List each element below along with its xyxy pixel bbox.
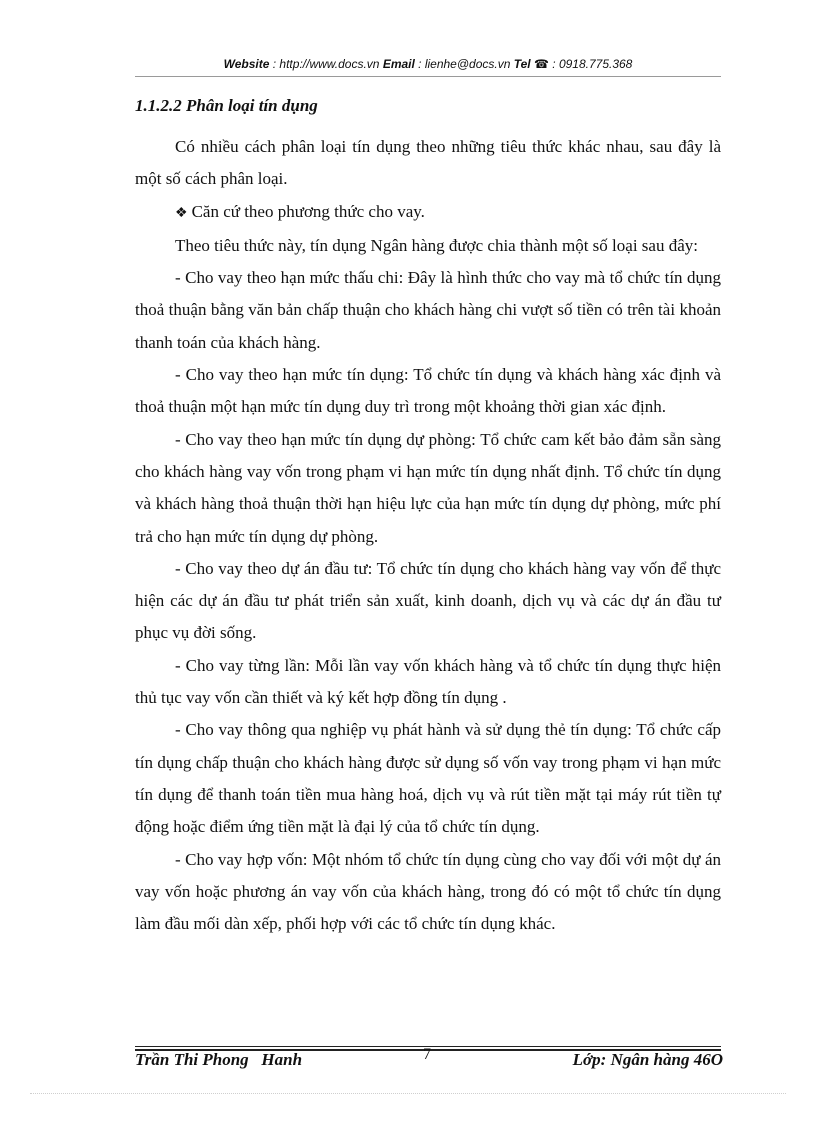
paragraph: - Cho vay theo hạn mức thấu chi: Đây là hình thức cho vay mà tổ chức tín dụng thoả thuận bằng văn bản chấp thuận cho khách hàng chi vượt số tiền có trên tài khoản thanh toán của khách hàng. xyxy=(135,268,721,352)
footer-class: Lớp: Ngân hàng 46O xyxy=(572,1050,723,1069)
section-title: 1.1.2.2 Phân loại tín dụng xyxy=(135,96,318,115)
footer-author: Trần Thi Phong Hanh xyxy=(135,1050,303,1069)
paragraph: - Cho vay theo hạn mức tín dụng dự phòng: Tổ chức cam kết bảo đảm sẵn sàng cho khách hàng vay vốn trong phạm vi hạn mức tín dụng nhất định. Tổ chức tín dụng và khách hàng thoả thuận thời hạn hiệu lực của hạn mức tín dụng dự phòng, mức phí trả cho hạn mức tín dụng dự phòng. xyxy=(135,429,721,546)
bullet-paragraph xyxy=(135,196,721,230)
bullet-text: Căn cứ theo phương thức cho vay. xyxy=(191,201,425,221)
email-value: : lienhe@docs.vn xyxy=(414,57,514,71)
paragraph: - Cho vay theo hạn mức tín dụng: Tổ chức tín dụng và khách hàng xác định và thoả thuận một hạn mức tín dụng duy trì trong một khoảng thời gian xác định. xyxy=(135,365,721,417)
paragraph: - Cho vay từng lần: Mỗi lần vay vốn khách hàng và tổ chức tín dụng thực hiện thủ tục vay vốn cần thiết và ký kết hợp đồng tín dụng . xyxy=(135,655,721,708)
tel-label: Tel xyxy=(513,57,531,71)
paragraph: Theo tiêu thức này, tín dụng Ngân hàng được chia thành một số loại sau đây: xyxy=(175,235,698,255)
website-value: : http://www.docs.vn xyxy=(269,57,383,71)
page-edge-divider xyxy=(30,1093,786,1094)
page-header xyxy=(135,57,721,71)
phone-icon: ☎ xyxy=(533,57,549,71)
paragraph: - Cho vay hợp vốn: Một nhóm tổ chức tín dụng cùng cho vay đối với một dự án vay vốn hoặc phương án vay vốn của khách hàng, trong đó có một tổ chức tín dụng làm đầu mối dàn xếp, phối hợp với các tổ chức tín dụng khác. xyxy=(135,849,721,934)
paragraph: - Cho vay theo dự án đầu tư: Tổ chức tín dụng cho khách hàng vay vốn để thực hiện các dự án đầu tư phát triển sản xuất, kinh doanh, dịch vụ và các dự án đầu tư phục vụ đời sống. xyxy=(135,558,721,643)
tel-value: : 0918.775.368 xyxy=(548,57,633,71)
email-label: Email xyxy=(382,57,415,71)
header-divider xyxy=(135,76,721,77)
page-number: 7 xyxy=(423,1046,431,1063)
paragraph: - Cho vay thông qua nghiệp vụ phát hành và sử dụng thẻ tín dụng: Tổ chức cấp tín dụng chấp thuận cho khách hàng được sử dụng số vốn vay trong phạm vi hạn mức tín dụng để thanh toán tiền mua hàng hoá, dịch vụ và rút tiền mặt tại máy rút tiền tự động hoặc điểm ứng tiền mặt là đại lý của tổ chức tín dụng. xyxy=(135,720,721,837)
document-body xyxy=(135,131,721,940)
paragraph: Có nhiều cách phân loại tín dụng theo những tiêu thức khác nhau, sau đây là một số cách phân loại. xyxy=(135,137,721,189)
website-label: Website xyxy=(223,57,270,71)
diamond-bullet-icon: ❖ xyxy=(175,205,188,221)
